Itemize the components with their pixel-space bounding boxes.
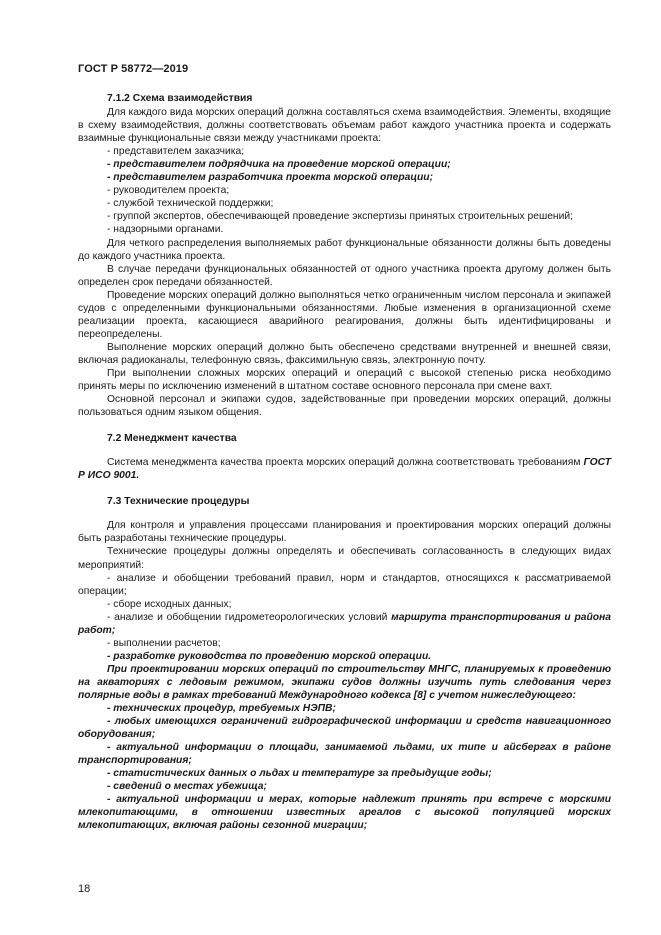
paragraph: Технические процедуры должны определять и обеспечивать согласованность в следующих видах мероприятий: bbox=[78, 546, 611, 571]
paragraph: При выполнении сложных морских операций и операций с высокой степенью риска необходимо принять меры по исключению изменений в штатном составе основного персонала при смене вахт. bbox=[78, 367, 611, 393]
list-item-emphasis: маршрута транспортирования и района работ; bbox=[78, 611, 612, 636]
list-item: - представителем заказчика; bbox=[107, 146, 245, 158]
section-heading-7-3: 7.3 Технические процедуры bbox=[107, 496, 250, 508]
paragraph: Проведение морских операций должно выполняться четко ограниченным числом персонала и экипажей судов с определенными функциональными обязанностями. Любые изменения в организационной схеме реализации проекта, касающиеся аварийного реагирования, должны быть идентифицированы и переопределены. bbox=[78, 289, 611, 340]
list-item: - руководителем проекта; bbox=[107, 185, 230, 197]
list-item: - группой экспертов, обеспечивающей проведение экспертизы принятых строительных решений; bbox=[107, 211, 573, 223]
document-body bbox=[78, 92, 611, 832]
page-number: 18 bbox=[78, 883, 91, 895]
list-item: - статистических данных о льдах и температуре за предыдущие годы; bbox=[107, 768, 492, 780]
list-item-text: - анализе и обобщении гидрометеорологических условий bbox=[107, 611, 392, 623]
list-item: - службой технической поддержки; bbox=[107, 198, 274, 210]
list-item: - сборе исходных данных; bbox=[107, 598, 232, 610]
list-item: - актуальной информации и мерах, которые надлежит принять при встрече с морскими млекопитающими, в отношении известных ареалов с высокой популяцией морских млекопитающих, включая районы сезонной миграции; bbox=[78, 794, 611, 832]
list-item: - надзорными органами. bbox=[107, 224, 224, 236]
paragraph: Для контроля и управления процессами планирования и проектирования морских операций должны быть разработаны технические процедуры. bbox=[78, 520, 611, 545]
section-heading-7-2: 7.2 Менеджмент качества bbox=[107, 433, 237, 445]
paragraph: При проектировании морских операций по строительству МНГС, планируемых к проведению на акваториях с ледовым режимом, экипажи судов должны изучить путь следования через полярные воды в рамках требований Международного кодекса [8] с учетом нижеследующего: bbox=[78, 663, 611, 701]
paragraph: Выполнение морских операций должно быть обеспечено средствами внутренней и внешней связи, включая радиоканалы, телефонную связь, факсимильную связь, электронную почту. bbox=[78, 341, 611, 366]
paragraph: Основной персонал и экипажи судов, задействованные при проведении морских операций, должны пользоваться одним языком общения. bbox=[78, 394, 611, 419]
list-item: - анализе и обобщении требований правил, норм и стандартов, относящихся к рассматриваемой операции; bbox=[78, 572, 611, 597]
list-item: - любых имеющихся ограничений гидрографической информации и средств навигационного оборудования; bbox=[78, 716, 611, 741]
list-item bbox=[78, 611, 611, 637]
list-item: - представителем разработчика проекта морской операции; bbox=[107, 172, 434, 184]
list-item: - представителем подрядчика на проведение морской операции; bbox=[107, 159, 451, 171]
document-header: ГОСТ Р 58772—2019 bbox=[78, 63, 189, 75]
section-heading-7-1-2: 7.1.2 Схема взаимодействия bbox=[107, 93, 253, 104]
paragraph: В случае передачи функциональных обязанностей от одного участника проекта другому должен быть определен срок передачи обязанностей. bbox=[78, 263, 611, 288]
list-item: - разработке руководства по проведению морской операции. bbox=[107, 650, 432, 662]
paragraph: Для четкого распределения выполняемых работ функциональные обязанности должны быть доведены до каждого участника проекта. bbox=[78, 237, 611, 262]
list-item: - выполнении расчетов; bbox=[107, 637, 221, 649]
list-item: - актуальной информации о площади, занимаемой льдами, их типе и айсбергах в районе транспортирования; bbox=[78, 742, 611, 767]
standard-reference: ГОСТ Р ИСО 9001. bbox=[78, 457, 611, 482]
list-item: - сведений о местах убежища; bbox=[107, 781, 267, 793]
paragraph bbox=[78, 456, 611, 482]
list-item: - технических процедур, требуемых НЭПВ; bbox=[107, 703, 336, 715]
paragraph: Для каждого вида морских операций должна составляться схема взаимодействия. Элементы, входящие в схему взаимодействия, должны соответствовать объемам работ каждого участника проекта и содержать взаимные функциональные связи между участниками проекта: bbox=[78, 107, 611, 145]
paragraph-text: Система менеджмента качества проекта морских операций должна соответствовать требованиям bbox=[107, 457, 584, 469]
